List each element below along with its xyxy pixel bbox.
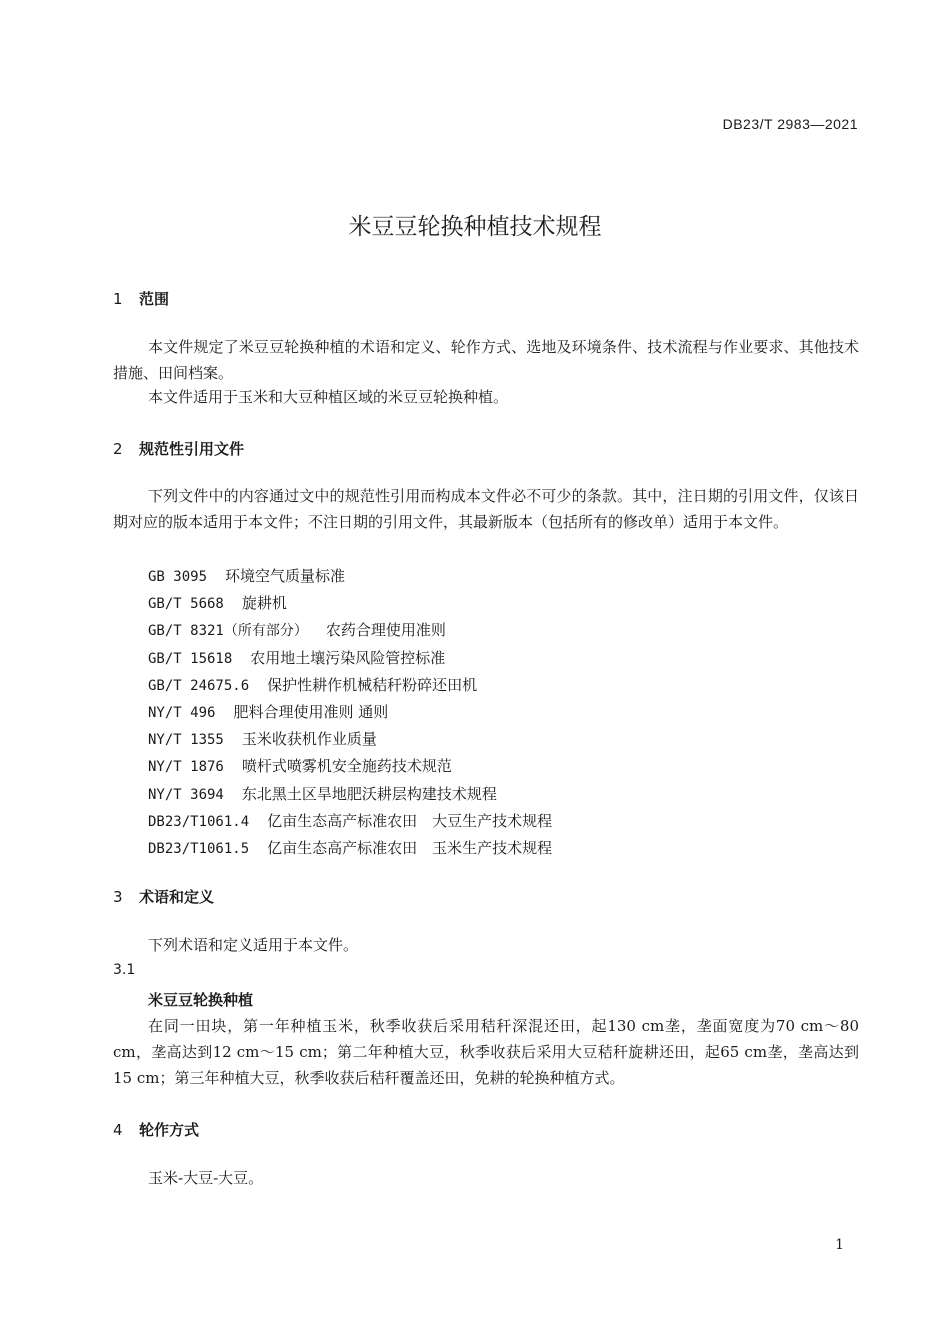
reference-list [148, 563, 552, 862]
reference-item [148, 645, 552, 672]
standard-code: DB23/T 2983—2021 [722, 116, 858, 132]
reference-title: 农药合理使用准则 [325, 621, 446, 640]
section-1-heading [113, 288, 169, 309]
term-number: 3.1 [113, 962, 136, 978]
reference-title: 保护性耕作机械秸秆粉碎还田机 [267, 675, 478, 694]
reference-code: GB/T 24675.6 [148, 677, 250, 694]
reference-item [148, 781, 552, 808]
reference-title: 肥料合理使用准则 通则 [233, 702, 389, 721]
section-number: 4 [113, 1121, 123, 1139]
reference-code: GB/T 15618 [148, 650, 233, 667]
reference-item [148, 563, 552, 590]
reference-code: GB 3095 [148, 569, 208, 585]
section-2-heading [113, 438, 244, 459]
section-1-paragraph-1: 本文件规定了米豆豆轮换种植的术语和定义、轮作方式、选地及环境条件、技术流程与作业要求、其他技术措施、田间档案。 [113, 338, 859, 382]
reference-code: NY/T 3694 [148, 786, 224, 803]
reference-title: 农用地土壤污染风险管控标准 [250, 648, 446, 667]
section-3-intro: 下列术语和定义适用于本文件。 [148, 936, 359, 954]
section-title: 轮作方式 [139, 1121, 200, 1139]
reference-title: 旋耕机 [241, 594, 287, 613]
term-definition: 在同一田块，第一年种植玉米，秋季收获后采用秸秆深混还田，起130 cm垄，垄面宽度为70 cm～80 cm，垄高达到12 cm～15 cm；第二年种植大豆，秋季收获后采用大豆秸秆旋耕还田，起65 cm垄，垄高达到15 cm；第三年种植大豆，秋季收获后秸秆覆盖还田，免耕的轮换种植方式。 [113, 1017, 859, 1087]
reference-code: GB/T 5668 [148, 596, 224, 613]
section-title: 规范性引用文件 [139, 440, 245, 458]
reference-code: GB/T 8321（所有部分） [148, 623, 308, 640]
reference-item [148, 590, 552, 617]
reference-item [148, 617, 552, 644]
section-number: 3 [113, 888, 123, 906]
section-number: 1 [113, 290, 123, 308]
reference-code: DB23/T1061.5 [148, 840, 250, 857]
reference-code: NY/T 1355 [148, 732, 224, 749]
reference-code: NY/T 496 [148, 704, 216, 721]
reference-item [148, 753, 552, 780]
section-2-intro: 下列文件中的内容通过文中的规范性引用而构成本文件必不可少的条款。其中，注日期的引用文件，仅该日期对应的版本适用于本文件；不注日期的引用文件，其最新版本（包括所有的修改单）适用于本文件。 [113, 487, 859, 531]
reference-item [148, 672, 552, 699]
reference-item [148, 726, 552, 753]
reference-item [148, 835, 552, 862]
section-title: 范围 [139, 290, 170, 308]
reference-item [148, 699, 552, 726]
reference-item [148, 808, 552, 835]
reference-code: NY/T 1876 [148, 759, 224, 776]
section-4-heading [113, 1119, 199, 1140]
section-1-paragraph-2: 本文件适用于玉米和大豆种植区域的米豆豆轮换种植。 [148, 388, 509, 406]
reference-title: 东北黑土区旱地肥沃耕层构建技术规程 [241, 784, 497, 803]
section-3-heading [113, 886, 214, 907]
reference-title: 环境空气质量标准 [225, 567, 346, 585]
reference-title: 喷杆式喷雾机安全施药技术规范 [241, 757, 452, 776]
reference-code: DB23/T1061.4 [148, 813, 250, 830]
section-title: 术语和定义 [139, 888, 215, 906]
reference-title: 玉米收获机作业质量 [241, 730, 377, 749]
section-4-text: 玉米-大豆-大豆。 [148, 1169, 264, 1187]
term-name: 米豆豆轮换种植 [148, 991, 254, 1009]
reference-title: 亿亩生态高产标准农田 大豆生产技术规程 [267, 811, 553, 830]
reference-title: 亿亩生态高产标准农田 玉米生产技术规程 [267, 838, 553, 857]
page-number: 1 [835, 1237, 844, 1253]
document-title: 米豆豆轮换种植技术规程 [348, 214, 602, 240]
section-number: 2 [113, 440, 123, 458]
